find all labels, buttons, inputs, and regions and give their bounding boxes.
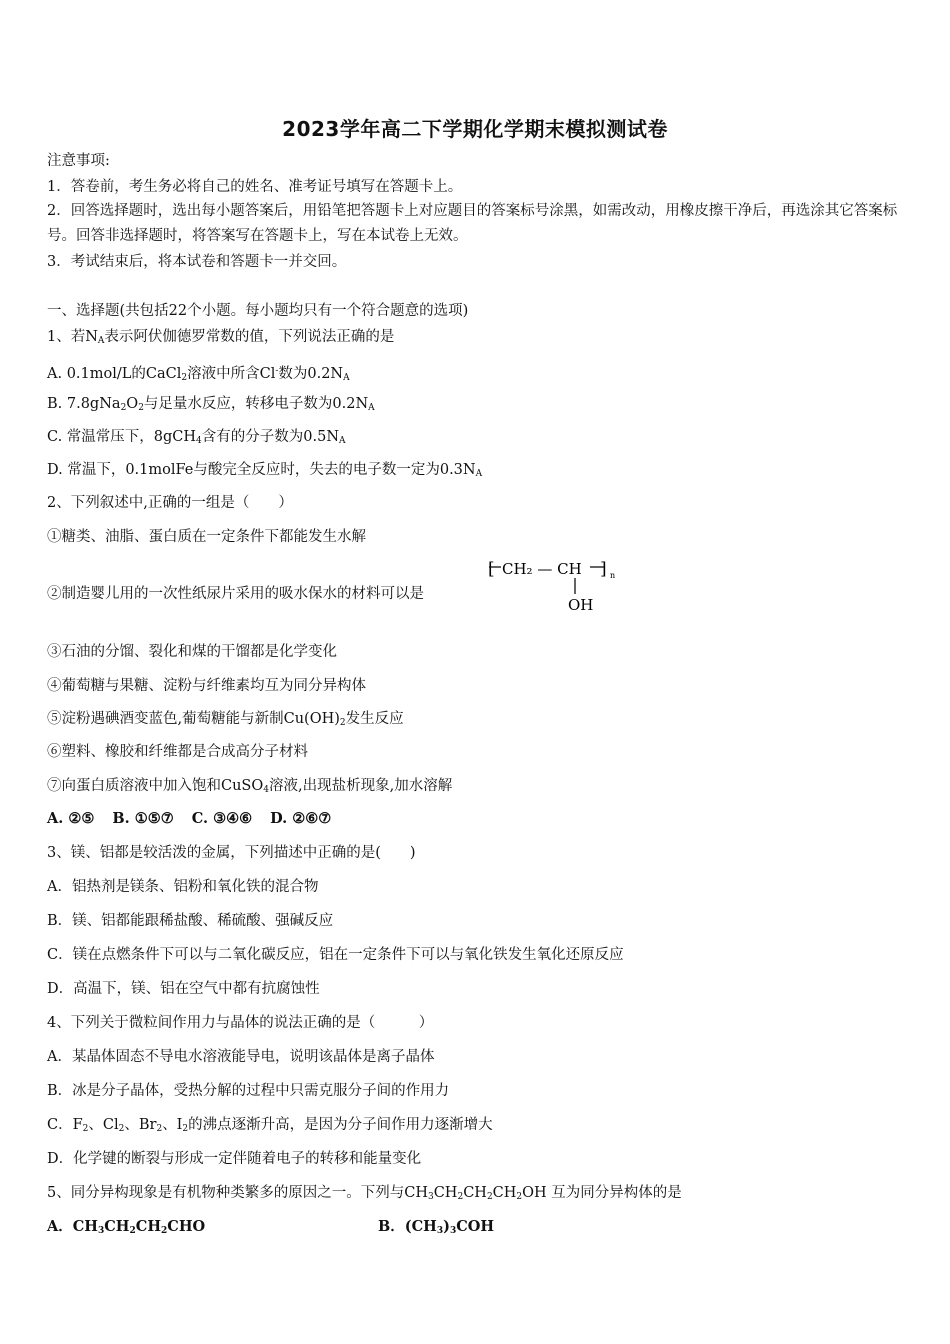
section-heading: 一、选择题(共包括22个小题。每小题均只有一个符合题意的选项) (47, 303, 469, 319)
question-5-option-b: B．$(CH_3)_3COH$ (378, 1218, 495, 1236)
question-1-option-a: A. 0.1mol/L的CaCl$_2$溶液中所含Cl-数为$0.2N_A$ (47, 366, 350, 383)
question-2-option-d: D. ②⑥⑦ (270, 810, 332, 827)
question-2-statement-7: ⑦向蛋白质溶液中加入饱和CuSO$_4$溶液,出现盐析现象,加水溶解 (47, 778, 453, 795)
question-4-option-b: B．冰是分子晶体，受热分解的过程中只需克服分子间的作用力 (47, 1083, 450, 1099)
question-1-stem: 1、若$N_A$表示阿伏伽德罗常数的值，下列说法正确的是 (47, 329, 395, 346)
question-3-stem: 3、镁、铝都是较活泼的金属，下列描述中正确的是( ) (47, 845, 416, 861)
question-3-option-a: A．铝热剂是镁条、铝粉和氧化铁的混合物 (47, 879, 319, 895)
question-1-option-b: B. $7.8gNa_2O_2$与足量水反应，转移电子数为$0.2N_A$ (47, 396, 375, 413)
question-2-statement-6: ⑥塑料、橡胶和纤维都是合成高分子材料 (47, 744, 308, 760)
question-2-statement-2: ②制造婴儿用的一次性纸尿片采用的吸水保水的材料可以是 (47, 586, 424, 602)
notice-item-1: 1．答卷前，考生务必将自己的姓名、准考证号填写在答题卡上。 (47, 179, 463, 195)
question-4-option-d: D．化学键的断裂与形成一定伴随着电子的转移和能量变化 (47, 1151, 422, 1167)
page-title: 2023学年高二下学期化学期末模拟测试卷 (282, 117, 668, 141)
question-5-option-a: A．$CH_3CH_2CH_2CHO$ (47, 1218, 206, 1236)
question-2-stem: 2、下列叙述中,正确的一组是（ ） (47, 495, 293, 511)
question-2-option-a: A. ②⑤ (47, 810, 95, 827)
question-2-option-b: B. ①⑤⑦ (112, 810, 174, 827)
formula-main: CH₂ — CH (502, 560, 582, 578)
question-2-option-c: C. ③④⑥ (191, 810, 253, 827)
question-2-statement-3: ③石油的分馏、裂化和煤的干馏都是化学变化 (47, 644, 337, 660)
question-3-option-c: C．镁在点燃条件下可以与二氧化碳反应，铝在一定条件下可以与氧化铁发生氧化还原反应 (47, 947, 624, 963)
question-3-option-d: D．高温下，镁、铝在空气中都有抗腐蚀性 (47, 981, 320, 997)
polyvinyl-alcohol-formula (488, 556, 628, 614)
question-4-stem: 4、下列关于微粒间作用力与晶体的说法正确的是（ ） (47, 1015, 434, 1031)
svg-text:]: ] (600, 559, 607, 579)
question-1-option-c: C. 常温常压下，8gCH$_4$含有的分子数为$0.5N_A$ (47, 429, 346, 446)
question-2-statement-5: ⑤淀粉遇碘酒变蓝色,葡萄糖能与新制$Cu(OH)_2$发生反应 (47, 711, 404, 728)
formula-oh: OH (568, 596, 594, 614)
notice-item-2: 2．回答选择题时，选出每小题答案后，用铅笔把答题卡上对应题目的答案标号涂黑，如需改动，用橡皮擦干净后，再选涂其它答案标号。回答非选择题时，将答案写在答题卡上，写在本试卷上无效。 (47, 203, 898, 244)
svg-text:[: [ (488, 559, 495, 579)
notice-heading: 注意事项: (47, 153, 110, 169)
question-5-stem: 5、同分异构现象是有机物种类繁多的原因之一。下列与$CH_3CH_2CH_2CH_2OH$ 互为同分异构体的是 (47, 1185, 682, 1202)
question-2-options (47, 810, 349, 828)
question-4-option-c: C．$F_2$、$Cl_2$、$Br_2$、$I_2$的沸点逐渐升高，是因为分子间作用力逐渐增大 (47, 1117, 493, 1134)
question-2-statement-1: ①糖类、油脂、蛋白质在一定条件下都能发生水解 (47, 529, 366, 545)
notice-item-3: 3．考试结束后，将本试卷和答题卡一并交回。 (47, 254, 347, 270)
question-1-option-d: D. 常温下，0.1molFe与酸完全反应时，失去的电子数一定为$0.3N_A$ (47, 462, 483, 479)
question-3-option-b: B．镁、铝都能跟稀盐酸、稀硫酸、强碱反应 (47, 913, 334, 929)
question-4-option-a: A．某晶体固态不导电水溶液能导电，说明该晶体是离子晶体 (47, 1049, 435, 1065)
formula-n: n (610, 571, 616, 580)
question-2-statement-4: ④葡萄糖与果糖、淀粉与纤维素均互为同分异构体 (47, 678, 366, 694)
